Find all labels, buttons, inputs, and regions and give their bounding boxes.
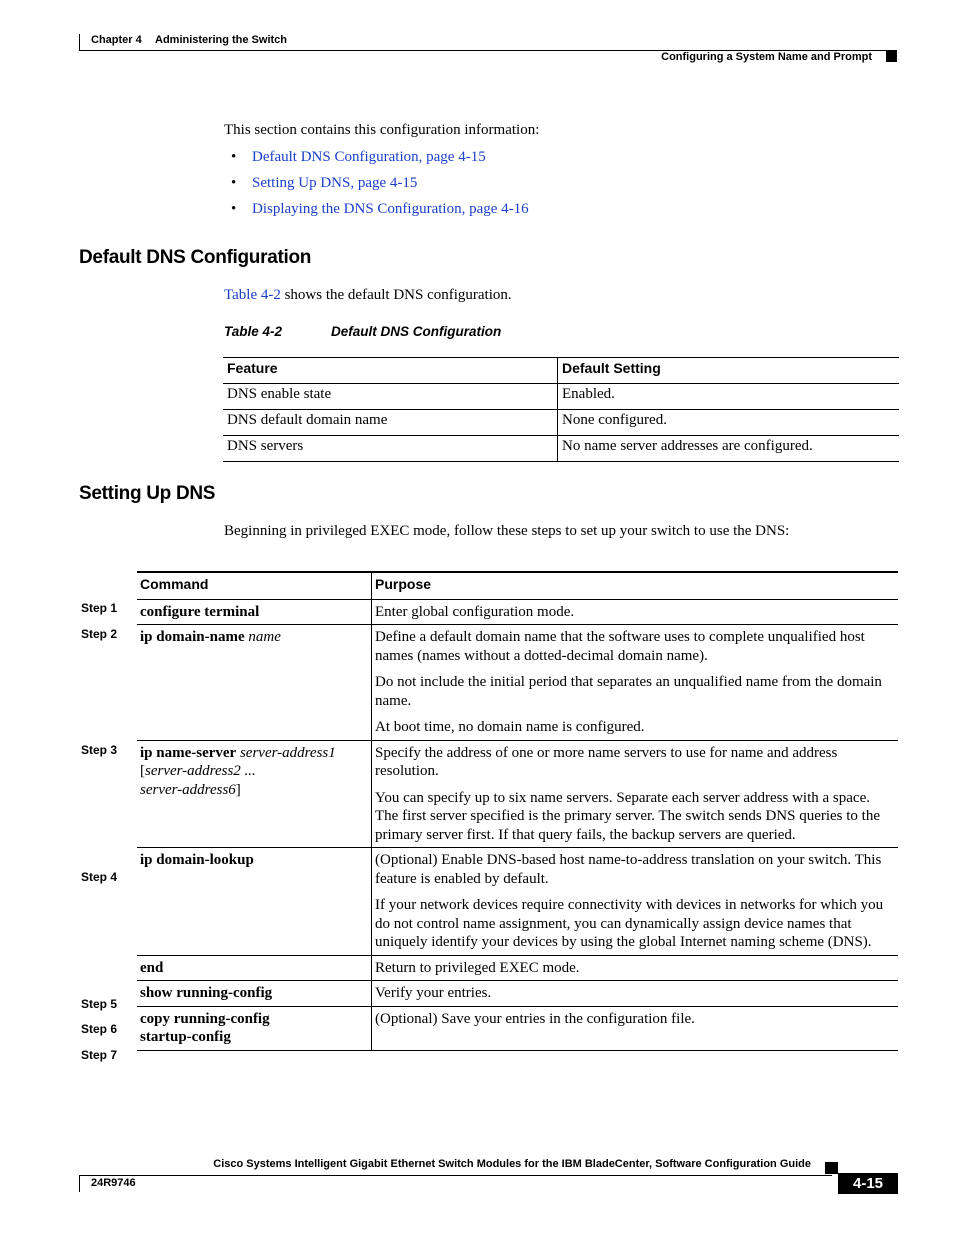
default-setting-cell: None configured.	[558, 410, 900, 436]
header-left-bar	[79, 34, 80, 51]
default-setting-cell: No name server addresses are configured.	[558, 436, 900, 462]
footer-page-number: 4-15	[838, 1173, 898, 1194]
command-keyword: ip domain-lookup	[140, 852, 254, 868]
purpose-paragraph: (Optional) Enable DNS-based host name-to-address translation on your switch. This feature is enabled by default.	[375, 852, 882, 887]
table-ref-link[interactable]: Table 4-2	[224, 287, 281, 303]
header-chapter-title: Administering the Switch	[155, 34, 288, 46]
link-default-dns[interactable]: Default DNS Configuration, page 4-15	[252, 149, 486, 165]
header-marker-block	[886, 51, 897, 62]
command-keyword: show running-config	[140, 985, 273, 1001]
link-displaying-dns[interactable]: Displaying the DNS Configuration, page 4-16	[252, 201, 529, 217]
command-keyword: startup-config	[140, 1029, 231, 1045]
column-header-command: Command	[137, 572, 372, 599]
link-setting-up-dns[interactable]: Setting Up DNS, page 4-15	[252, 175, 418, 191]
step-row	[137, 1006, 898, 1050]
purpose-paragraph: Enter global configuration mode.	[375, 603, 575, 620]
bracket-close: ]	[235, 781, 241, 798]
step-label: Step 6	[81, 1022, 118, 1036]
table-row	[223, 410, 899, 436]
command-cell	[137, 625, 372, 741]
command-cell	[137, 1006, 372, 1050]
command-cell	[137, 740, 372, 848]
footer-doc-code: 24R9746	[91, 1177, 136, 1189]
purpose-paragraph: Do not include the initial period that separates an unqualified name from the domain name.	[375, 674, 882, 709]
table-header-row	[137, 572, 898, 599]
step-row	[137, 955, 898, 981]
table-ref-text: shows the default DNS configuration.	[280, 287, 512, 303]
purpose-paragraph: You can specify up to six name servers. Separate each server address with a space. The first server specified is the primary server. The switch sends DNS queries to the primary server first. If that query fails, the backup servers are queried.	[375, 789, 881, 843]
step-label: Step 1	[81, 601, 118, 615]
step-label: Step 2	[81, 627, 118, 641]
heading-setting-up-dns: Setting Up DNS	[79, 483, 216, 504]
table-ref-sentence	[224, 286, 512, 304]
command-cell	[137, 981, 372, 1007]
step-label: Step 7	[81, 1048, 118, 1062]
step-label: Step 5	[81, 997, 118, 1011]
purpose-cell	[372, 740, 899, 848]
step-row	[137, 848, 898, 956]
purpose-cell	[372, 599, 899, 625]
command-argument-optional: server-address2 ...	[145, 763, 256, 779]
default-setting-cell: Enabled.	[558, 384, 900, 410]
step-label: Step 3	[81, 743, 118, 757]
default-dns-table	[223, 357, 899, 462]
purpose-paragraph: At boot time, no domain name is configured.	[375, 719, 645, 735]
intro-text: This section contains this configuration information:	[224, 122, 540, 138]
footer-book-title: Cisco Systems Intelligent Gigabit Ethernet Switch Modules for the IBM BladeCenter, Software Configuration Guide	[213, 1158, 811, 1170]
step-label: Step 4	[81, 870, 118, 884]
purpose-cell	[372, 848, 899, 956]
setup-intro-text: Beginning in privileged EXEC mode, follow these steps to set up your switch to use the DNS:	[224, 523, 790, 539]
table-caption-number: Table 4-2	[224, 324, 283, 339]
table-header-row	[223, 358, 899, 384]
setup-steps-table	[137, 571, 898, 1051]
purpose-cell	[372, 955, 899, 981]
command-argument-optional: server-address6	[140, 781, 236, 798]
command-keyword: configure terminal	[140, 603, 260, 620]
column-header-feature: Feature	[223, 358, 558, 384]
bracket-open: [	[140, 763, 145, 779]
command-cell	[137, 599, 372, 625]
command-keyword: copy running-config	[140, 1010, 270, 1027]
feature-cell: DNS default domain name	[223, 410, 558, 436]
table-caption-title: Default DNS Configuration	[331, 324, 502, 339]
column-header-purpose: Purpose	[372, 572, 899, 599]
step-row	[137, 599, 898, 625]
command-argument: server-address1	[239, 744, 336, 761]
purpose-paragraph: (Optional) Save your entries in the configuration file.	[375, 1010, 695, 1027]
footer-rule	[79, 1175, 832, 1176]
table-row	[223, 436, 899, 462]
command-keyword: ip domain-name	[140, 629, 245, 645]
command-cell	[137, 955, 372, 981]
command-keyword: end	[140, 959, 164, 976]
column-header-default-setting: Default Setting	[558, 358, 900, 384]
footer-left-bar	[79, 1175, 80, 1192]
bullet-dot-icon: •	[231, 175, 237, 191]
header-chapter: Chapter 4	[91, 34, 142, 46]
heading-default-dns: Default DNS Configuration	[79, 247, 312, 268]
step-row	[137, 625, 898, 741]
purpose-paragraph: Return to privileged EXEC mode.	[375, 959, 580, 976]
command-argument: name	[248, 629, 281, 645]
table-row	[223, 384, 899, 410]
purpose-cell	[372, 1006, 899, 1050]
purpose-paragraph: Specify the address of one or more name servers to use for name and address resolution.	[375, 744, 838, 779]
purpose-paragraph: Define a default domain name that the software uses to complete unqualified host names (names without a dotted-decimal domain name).	[375, 629, 865, 664]
feature-cell: DNS servers	[223, 436, 558, 462]
purpose-cell	[372, 981, 899, 1007]
purpose-paragraph: Verify your entries.	[375, 985, 492, 1001]
purpose-paragraph: If your network devices require connectivity with devices in networks for which you do not control name assignment, you can dynamically assign device names that uniquely identify your devices by using the global Internet naming scheme (DNS).	[375, 897, 884, 950]
step-row	[137, 981, 898, 1007]
header-section-title: Configuring a System Name and Prompt	[661, 51, 872, 63]
step-row	[137, 740, 898, 848]
command-cell	[137, 848, 372, 956]
purpose-cell	[372, 625, 899, 741]
footer-page-tab	[825, 1162, 838, 1174]
bullet-dot-icon: •	[231, 149, 237, 165]
command-keyword: ip name-server	[140, 744, 237, 761]
feature-cell: DNS enable state	[223, 384, 558, 410]
bullet-dot-icon: •	[231, 201, 237, 217]
